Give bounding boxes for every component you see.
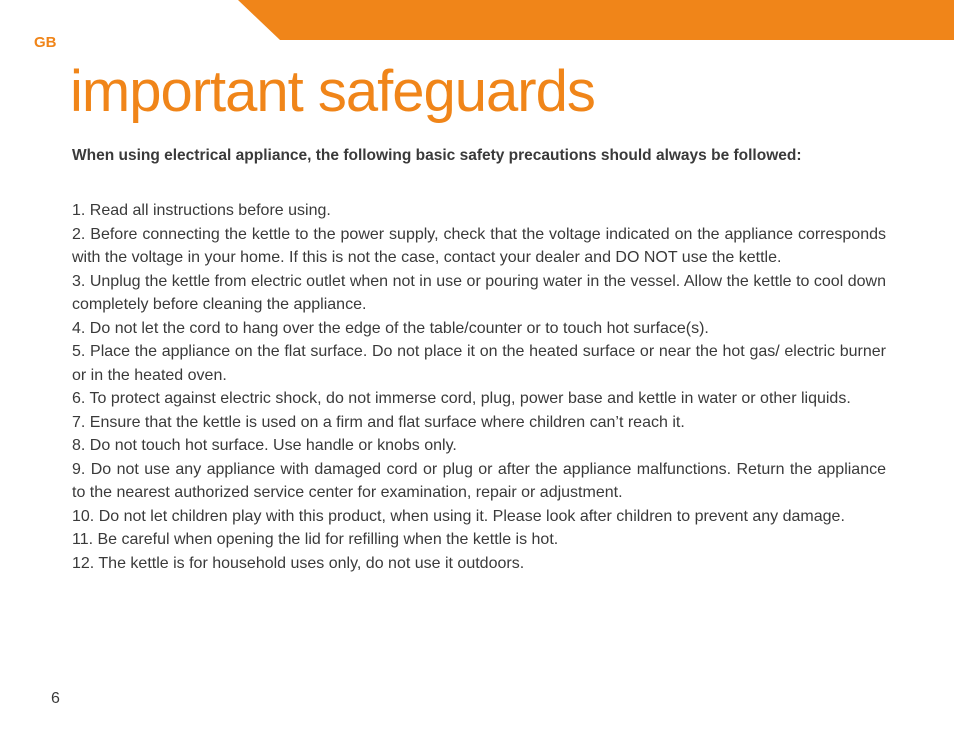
page-number: 6 xyxy=(51,690,60,707)
list-item: 12. The kettle is for household uses only, do not use it outdoors. xyxy=(72,554,525,572)
intro-paragraph: When using electrical appliance, the following basic safety precautions should always be followed: xyxy=(72,147,802,164)
list-item: 1. Read all instructions before using. xyxy=(72,202,331,219)
list-item: 5. Place the appliance on the flat surface. Do not place it on the heated surface or near the hot gas/ electric burner or in the heated oven. xyxy=(72,343,886,384)
list-item: 8. Do not touch hot surface. Use handle or knobs only. xyxy=(72,437,457,454)
language-tag: GB xyxy=(34,34,57,51)
list-item: 7. Ensure that the kettle is used on a firm and flat surface where children can’t reach it. xyxy=(72,413,685,431)
list-item: 2. Before connecting the kettle to the power supply, check that the voltage indicated on the appliance corresponds with the voltage in your home. If this is not the case, contact your dealer and DO NOT use the kettle. xyxy=(72,225,886,266)
safeguards-list xyxy=(72,199,886,575)
list-item: 3. Unplug the kettle from electric outlet when not in use or pouring water in the vessel. Allow the kettle to cool down completely before cleaning the appliance. xyxy=(72,272,886,313)
list-item: 9. Do not use any appliance with damaged cord or plug or after the appliance malfunctions. Return the appliance to the nearest authorized service center for examination, repair or adjustment. xyxy=(72,460,886,501)
list-item: 6. To protect against electric shock, do not immerse cord, plug, power base and kettle in water or other liquids. xyxy=(72,390,851,407)
list-item: 10. Do not let children play with this product, when using it. Please look after children to prevent any damage. xyxy=(72,507,845,525)
list-item: 4. Do not let the cord to hang over the edge of the table/counter or to touch hot surface(s). xyxy=(72,319,709,337)
list-item: 11. Be careful when opening the lid for refilling when the kettle is hot. xyxy=(72,531,559,548)
page-title: important safeguards xyxy=(70,59,595,124)
header-orange-band xyxy=(0,0,954,40)
